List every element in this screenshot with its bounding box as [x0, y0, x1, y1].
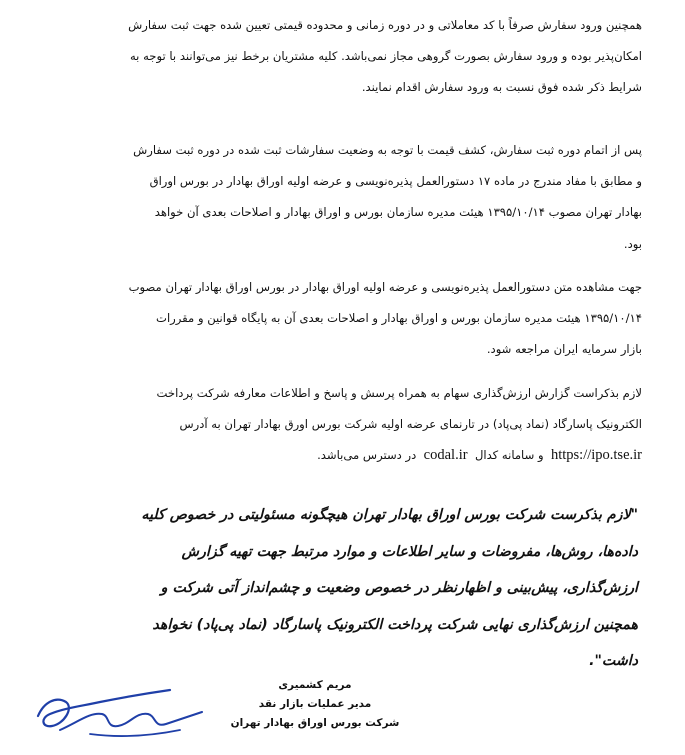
- text-line: بازار سرمایه ایران مراجعه شود.: [486, 342, 642, 357]
- text-line: بهادار تهران مصوب ۱۳۹۵/۱۰/۱۴ هیئت مدیره سازمان بورس و اوراق بهادار و اصلاحات بعدی آن خواهد: [154, 205, 642, 220]
- text-line: الکترونیک پاسارگاد (نماد پی‌پاد) در تارنمای عرضه اولیه شرکت بورس اورق بهادار تهران به آدرس: [179, 417, 642, 432]
- text-line: شرایط ذکر شده فوق نسبت به ورود سفارش اقدام نمایند.: [361, 80, 642, 95]
- disclaimer-line: "لازم بذکرست شرکت بورس اوراق بهادار تهران هیچگونه مسئولیتی در خصوص کلیه: [141, 507, 638, 523]
- text-line: ۱۳۹۵/۱۰/۱۴ هیئت مدیره سازمان بورس و اوراق بهادار و اصلاحات بعدی آن به پایگاه قوانین و مقررات: [156, 311, 642, 326]
- handwritten-signature: [30, 672, 210, 744]
- disclaimer-line: ارزش‌گذاری، پیش‌بینی و اظهارنظر در خصوص وضعیت و چشم‌انداز آتی شرکت و: [160, 580, 638, 596]
- signatory-company: شرکت بورس اوراق بهادار تهران: [230, 717, 400, 729]
- ipo-url-link[interactable]: https://ipo.tse.ir: [550, 447, 642, 464]
- signatory-name: مریم کشمیری: [278, 679, 352, 691]
- text-line: همچنین ورود سفارش صرفاً با کد معاملاتی و در دوره زمانی و محدوده قیمتی تعیین شده جهت ثبت سفارش: [128, 18, 642, 32]
- text-line: و مطابق با مفاد مندرج در ماده ۱۷ دستورالعمل پذیره‌نویسی و عرضه اولیه اوراق بهادار در بورس اوراق: [149, 174, 642, 189]
- text-line: جهت مشاهده متن دستورالعمل پذیره‌نویسی و عرضه اولیه اوراق بهادار در بورس اوراق بهادار تهران مصوب: [128, 280, 642, 294]
- text-line: بود.: [623, 236, 642, 251]
- text-line-links: [52, 440, 642, 471]
- paragraph-price-discovery: [52, 135, 642, 260]
- paragraph-valuation-report: [52, 378, 642, 472]
- disclaimer-line: همچنین ارزش‌گذاری نهایی شرکت پرداخت الکترونیک پاسارگاد (نماد پی‌پاد) نخواهد: [152, 616, 638, 633]
- signatory-title: مدیر عملیات بازار نقد: [258, 698, 372, 710]
- signature-block: [215, 676, 415, 733]
- signature-stroke: [90, 730, 180, 736]
- text-line: امکان‌پذیر بوده و ورود سفارش بصورت گروهی مجاز نمی‌باشد. کلیه مشتریان برخط نیز می‌توانند با توجه به: [129, 49, 642, 64]
- and-codal-text: و سامانه کدال: [474, 448, 544, 463]
- signature-stroke: [60, 712, 202, 730]
- availability-text: در دسترس می‌باشد.: [317, 448, 417, 463]
- text-line: لازم بذکراست گزارش ارزش‌گذاری سهام به همراه پرسش و پاسخ و اطلاعات معارفه شرکت پرداخت: [156, 386, 642, 400]
- paragraph-order-entry: [52, 10, 642, 104]
- disclaimer-block: [48, 497, 638, 680]
- codal-url-link[interactable]: codal.ir: [423, 447, 468, 464]
- signature-stroke: [38, 690, 170, 726]
- disclaimer-line: داده‌ها، روش‌ها، مفروضات و سایر اطلاعات و موارد مرتبط جهت تهیه گزارش: [181, 543, 638, 560]
- text-line: پس از اتمام دوره ثبت سفارش، کشف قیمت با توجه به وضعیت سفارشات ثبت شده در دوره ثبت سفارش: [133, 143, 642, 157]
- paragraph-regulations: [52, 272, 642, 366]
- disclaimer-line: داشت".: [589, 653, 638, 669]
